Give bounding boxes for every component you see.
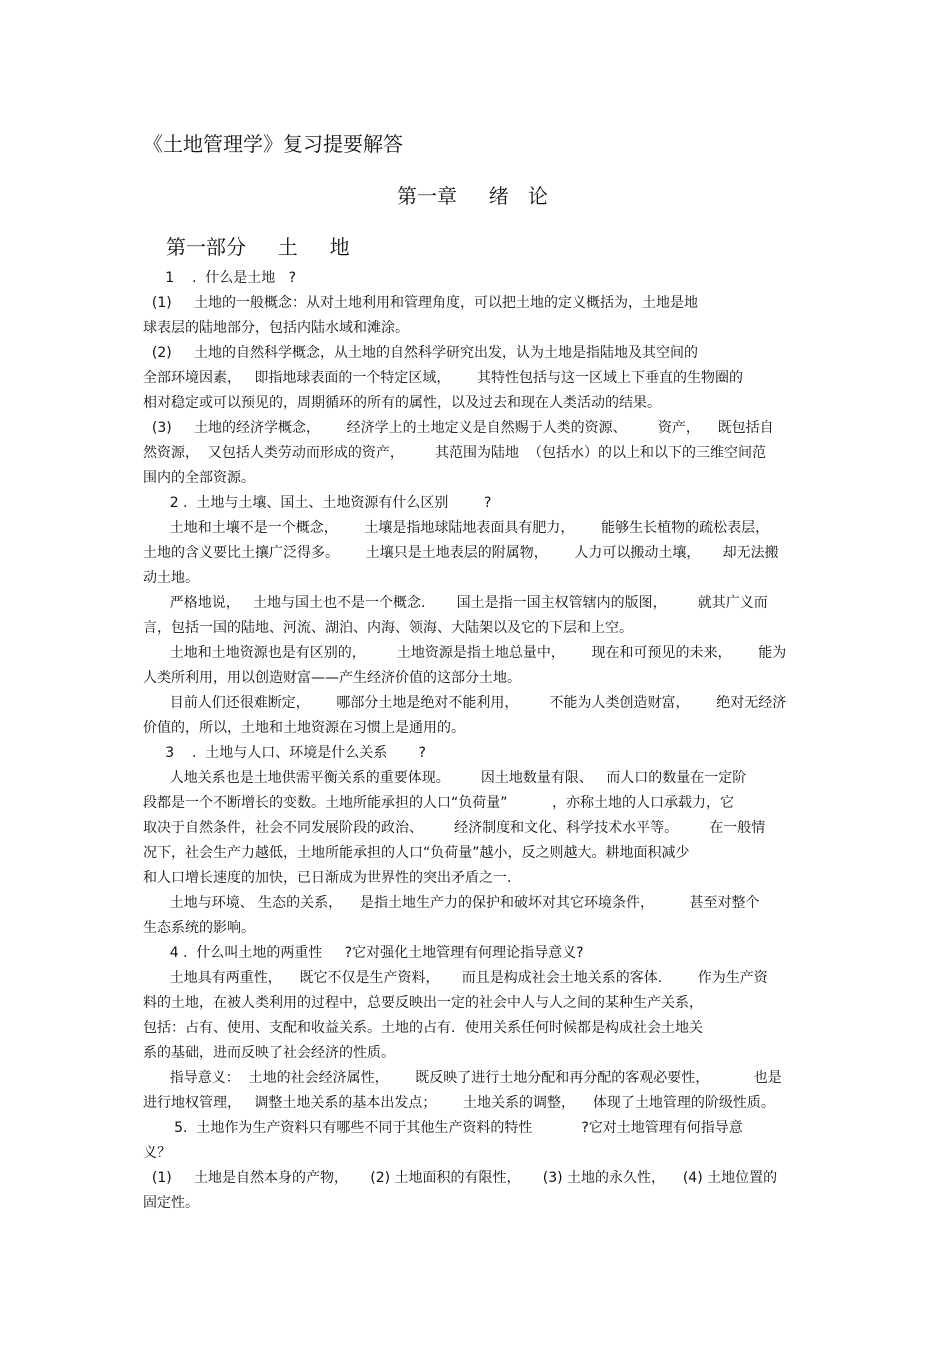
- text-line: (1) 土地是自然本身的产物， (2) 土地面积的有限性， (3) 土地的永久性， (4) 土地位置的: [143, 1170, 778, 1186]
- text-line: 况下，社会生产力越低，土地所能承担的人口“负荷量”越小，反之则越大。耕地面积减少: [143, 845, 690, 861]
- text-line: 人类所利用，用以创造财富——产生经济价值的这部分土地。: [143, 670, 521, 686]
- text-line: (3) 土地的经济学概念， 经济学上的土地定义是自然赐于人类的资源、 资产， 既包括自: [143, 420, 774, 436]
- text-line: 土地和土地资源也是有区别的， 土地资源是指土地总量中， 现在和可预见的未来， 能为: [143, 645, 787, 661]
- text-line: 和人口增长速度的加快，已日渐成为世界性的突出矛盾之一.: [143, 870, 512, 886]
- text-line: 段都是一个不断增长的变数。土地所能承担的人口“负荷量” ，亦称土地的人口承载力，它: [143, 795, 735, 811]
- text-line: 土地和土壤不是一个概念， 土壤是指地球陆地表面具有肥力， 能够生长植物的疏松表层，: [143, 520, 770, 536]
- text-line: 5. 土地作为生产资料只有哪些不同于其他生产资料的特性 ?它对土地管理有何指导意: [143, 1120, 743, 1136]
- text-line: 价值的，所以，土地和土地资源在习惯上是通用的。: [143, 720, 465, 736]
- text-line: 1 . 什么是土地 ?: [143, 270, 297, 286]
- text-line: 系的基础，进而反映了社会经济的性质。: [143, 1045, 395, 1061]
- text-line: 进行地权管理， 调整土地关系的基本出发点； 土地关系的调整， 体现了土地管理的阶级性质。: [143, 1095, 775, 1111]
- text-line: 目前人们还很难断定， 哪部分土地是绝对不能利用， 不能为人类创造财富， 绝对无经济: [143, 695, 787, 711]
- text-line: (2) 土地的自然科学概念，从土地的自然科学研究出发，认为土地是指陆地及其空间的: [143, 345, 698, 361]
- text-line: 生态系统的影响。: [143, 920, 255, 936]
- text-line: 严格地说， 土地与国土也不是一个概念. 国土是指一国主权管辖内的版图， 就其广义而: [143, 595, 768, 611]
- text-line: 固定性。: [143, 1195, 199, 1211]
- part-heading: 第一部分 土 地: [166, 235, 350, 259]
- text-line: 全部环境因素， 即指地球表面的一个特定区域， 其特性包括与这一区域上下垂直的生物圈的: [143, 370, 744, 386]
- text-line: 动土地。: [143, 570, 199, 586]
- text-line: 土地具有两重性， 既它不仅是生产资料， 而且是构成社会土地关系的客体. 作为生产资: [143, 970, 768, 986]
- text-line: 义？: [143, 1145, 171, 1161]
- text-line: 土地与环境、 生态的关系， 是指土地生产力的保护和破坏对其它环境条件， 甚至对整个: [143, 895, 760, 911]
- text-line: 2 . 土地与土壤、国土、土地资源有什么区别 ?: [143, 495, 492, 511]
- text-line: 围内的全部资源。: [143, 470, 255, 486]
- text-line: 然资源， 又包括人类劳动而形成的资产， 其范围为陆地 （包括水）的以上和以下的三维空间范: [143, 445, 766, 461]
- text-line: (1) 土地的一般概念：从对土地利用和管理角度，可以把土地的定义概括为，土地是地: [143, 295, 698, 311]
- text-line: 指导意义： 土地的社会经济属性， 既反映了进行土地分配和再分配的客观必要性， 也是: [143, 1070, 782, 1086]
- text-line: 球表层的陆地部分，包括内陆水域和滩涂。: [143, 320, 409, 336]
- text-line: 料的土地，在被人类利用的过程中，总要反映出一定的社会中人与人之间的某种生产关系，: [143, 995, 703, 1011]
- text-line: 包括：占有、使用、支配和收益关系。土地的占有．使用关系任何时候都是构成社会土地关: [143, 1020, 703, 1036]
- text-line: 土地的含义要比土攘广泛得多。 土壤只是土地表层的附属物， 人力可以搬动土壤， 却无法搬: [143, 545, 779, 561]
- text-line: 3 . 土地与人口、环境是什么关系 ?: [143, 745, 426, 761]
- text-line: 4 . 什么叫土地的两重性 ?它对强化土地管理有何理论指导意义?: [143, 945, 584, 961]
- text-line: 取决于自然条件，社会不同发展阶段的政治、 经济制度和文化、科学技术水平等。 在一般情: [143, 820, 766, 836]
- text-line: 言，包括一国的陆地、河流、湖泊、内海、领海、大陆架以及它的下层和上空。: [143, 620, 633, 636]
- text-line: 人地关系也是土地供需平衡关系的重要体现。 因土地数量有限、 而人口的数量在一定阶: [143, 770, 747, 786]
- document-title: 《土地管理学》复习提要解答: [143, 132, 403, 156]
- text-line: 相对稳定或可以预见的，周期循环的所有的属性，以及过去和现在人类活动的结果。: [143, 395, 661, 411]
- chapter-heading: 第一章 绪 论: [397, 184, 548, 208]
